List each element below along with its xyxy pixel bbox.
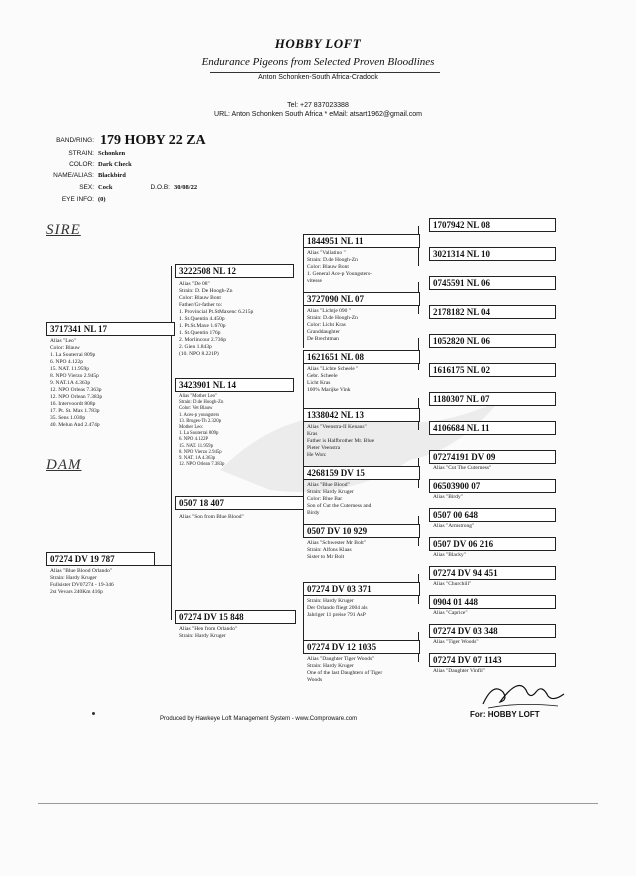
- sex-label: SEX:: [79, 184, 94, 191]
- gen4-ring: 0507 DV 06 216: [429, 537, 556, 551]
- gen4-alias: Alias "Tiger Woods": [433, 639, 479, 645]
- gen4-ring: 2178182 NL 04: [429, 305, 556, 319]
- connector: [171, 266, 172, 502]
- dam-ring: 07274 DV 19 787: [46, 552, 155, 566]
- color-label: COLOR:: [69, 161, 94, 168]
- sdd-info: Alias "Veenstra-II Kenaus" Kras Father is Halfbrother Mr. Blue Pieter Veenstra He Won:: [307, 424, 375, 458]
- gen4-ring: 07274 DV 03 348: [429, 624, 556, 638]
- gen4-ring: 1180307 NL 07: [429, 392, 556, 406]
- strain-value: Schonken: [98, 150, 126, 157]
- scan-mark: [92, 712, 95, 715]
- sex-value: Cock: [98, 184, 113, 191]
- dob-value: 30/08/22: [174, 184, 198, 191]
- dam-sire-ring: 0507 18 407: [175, 496, 304, 510]
- dam-info: Alias "Blue Blood Orlando" Strain: Hardy Kruger Fullsister DV07274 - 19-346 2st Vevars 240Km 416p: [50, 568, 114, 595]
- ssd-ring: 3727090 NL 07: [303, 292, 420, 306]
- gen4-ring: 0507 00 648: [429, 508, 556, 522]
- dds-ring: 07274 DV 03 371: [303, 582, 420, 596]
- sds-ring: 1621651 NL 08: [303, 350, 420, 364]
- gen4-ring: 0745591 NL 06: [429, 276, 556, 290]
- dsd-info: Alias "Schwester Mr Bolt" Strain: Alfons Klaas Sister to Mr Bolt: [307, 540, 367, 560]
- gen4-alias: Alias "Caprice": [433, 610, 468, 616]
- strain-label: STRAIN:: [68, 150, 94, 157]
- sire-heading: SIRE: [46, 222, 81, 238]
- signature-icon: [478, 672, 568, 712]
- dss-ring: 4268159 DV 15: [303, 466, 420, 480]
- color-value: Dark Check: [98, 161, 132, 168]
- gen4-alias: Alias "Churchill": [433, 581, 472, 587]
- sdd-ring: 1338042 NL 13: [303, 408, 420, 422]
- dsd-ring: 0507 DV 10 929: [303, 524, 420, 538]
- band-label: BAND/RING:: [56, 137, 94, 144]
- bottom-divider: [38, 803, 598, 804]
- gen4-ring: 06503900 07: [429, 479, 556, 493]
- ddd-info: Alias "Daughter Tiger Woods" Strain: Hardy Kruger One of the last Daughters of Tiger Woods: [307, 656, 383, 683]
- sss-info: Alias "Vallatino " Strain: D.de Hoogh-Zn Color: Blauw Bont 1. General Ace-p Youngsters- vitesse: [307, 250, 372, 284]
- gen4-alias: Alias "Armstrong": [433, 523, 475, 529]
- gen4-alias: Alias "Blacky": [433, 552, 467, 558]
- sire-sire-ring: 3222508 NL 12: [175, 264, 294, 278]
- gen4-ring: 3021314 NL 10: [429, 247, 556, 261]
- gen4-ring: 1052820 NL 06: [429, 334, 556, 348]
- dam-dam-ring: 07274 DV 15 848: [175, 610, 296, 624]
- for-loft: For: HOBBY LOFT: [470, 710, 540, 719]
- sire-ring: 3717341 NL 17: [46, 322, 175, 336]
- owner-line: Anton Schonken-South Africa-Cradock: [258, 74, 378, 81]
- gen4-ring: 1616175 NL 02: [429, 363, 556, 377]
- gen4-ring: 07274 DV 07 1143: [429, 653, 556, 667]
- telephone: Tel: +27 837023388: [287, 102, 349, 109]
- sire-dam-info: Alias "Mother Leo" Strain: D.de Hoogh-Zn Color: Vet Blauw 1. Aces-p youngsters 13. Bruges-Th 2.320p Mother Leo: 1. La Souterrai 809p 6. NPO 4.122P 15. NAT. 11.959p 8. NPO Vierzo 2.945p 9. NAT. 1A 4.363p 12. NPO Orlean 7.383p: [179, 394, 225, 468]
- dss-info: Alias "Blue Blood" Strain: Hardy Kruger Color: Blue Bar Son of Cut the Cuterness and Birdy: [307, 482, 372, 516]
- connector: [171, 502, 172, 620]
- dam-sire-info: Alias "Son from Blue Blood": [179, 514, 244, 520]
- dam-dam-info: Alias "Hen from Orlando" Strain: Hardy Kruger: [179, 626, 238, 639]
- eye-label: EYE INFO:: [61, 196, 94, 203]
- contact-url: URL: Anton Schonken South Africa * eMail: atsart1962@gmail.com: [214, 111, 422, 118]
- sss-ring: 1844951 NL 11: [303, 234, 420, 248]
- sire-sire-info: Alias "De 08" Strain: D. De Hoogh-Zn Color: Blauw Bont Father/Gr-father to: 1. Provincial Pt.StMaxenc 6.215p 1. St.Quentin 4.450p 1. Pt.St.Maxe 1.670p 1. St.Quentin 176p 2. Morlincour 2.736p 2. Gien 1.843p (10. NPO 8.221P): [179, 281, 254, 357]
- gen4-alias: Alias "Daughter Vinfil": [433, 668, 486, 674]
- dds-info: Strain: Hardy Kruger Der Orlando fliegt 2004 als Jahriger 11 preise 791 AsP: [307, 598, 368, 618]
- ddd-ring: 07274 DV 12 1035: [303, 640, 420, 654]
- sds-info: Alias "Lichte Scheele " Gebr. Scheele Licht Kras 100% Marijke Vink: [307, 366, 359, 393]
- gen4-ring: 1707942 NL 08: [429, 218, 556, 232]
- sire-info: Alias "Leo" Color: Blauw 1. La Souterrai 809p 6. NPO 4.122p 15. NAT. 11.959p 8. NPO Vierzo 2.945p 9. NAT.1A 4.363p 12. NPO Orleas 7.363p 12. NPO Orlean 7.383p 16. Intervoordt 808p 17. Pt. St. Max 1.783p 35. Sens 1.030p 40. Melun And 2.474p: [50, 338, 103, 428]
- loft-subtitle: Endurance Pigeons from Selected Proven Bloodlines: [201, 56, 435, 68]
- name-label: NAME/ALIAS:: [53, 172, 94, 179]
- gen4-ring: 07274 DV 94 451: [429, 566, 556, 580]
- gen4-ring: 07274191 DV 09: [429, 450, 556, 464]
- name-value: Blackbird: [98, 172, 126, 179]
- ssd-info: Alias "Lichtje 090 " Strain: D.de Hoogh-Zn Color: Licht Kras Granddaughter De Brechtman: [307, 308, 358, 342]
- loft-title: HOBBY LOFT: [274, 36, 362, 51]
- eye-value: (0): [98, 196, 106, 203]
- header-divider: [210, 72, 440, 73]
- sire-dam-ring: 3423901 NL 14: [175, 378, 294, 392]
- dob-label: D.O.B:: [150, 184, 170, 191]
- produced-by: Produced by Hawkeye Loft Management System - www.Comproware.com: [160, 716, 358, 722]
- gen4-alias: Alias "Cut The Cuterness": [433, 465, 492, 471]
- gen4-ring: 0904 01 448: [429, 595, 556, 609]
- dam-heading: DAM: [46, 457, 82, 473]
- band-ring: 179 HOBY 22 ZA: [100, 133, 206, 148]
- gen4-ring: 4106684 NL 11: [429, 421, 556, 435]
- gen4-alias: Alias "Birdy": [433, 494, 464, 500]
